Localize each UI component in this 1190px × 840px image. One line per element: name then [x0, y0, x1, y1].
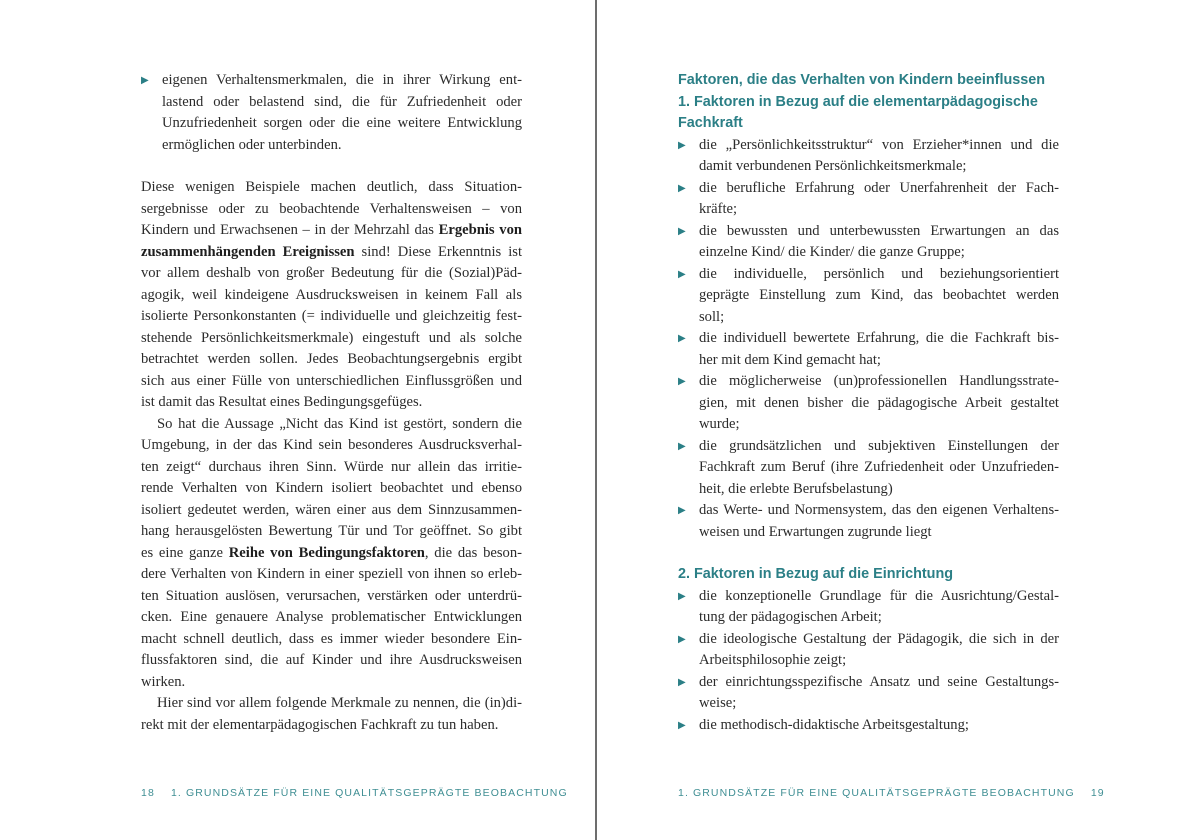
text-line: eigenen Verhaltensmerkmalen, die in ihrer Wirkung ent-	[162, 72, 522, 88]
text-line: gien, mit denen bisher die pädagogische Arbeit gestaltet	[699, 394, 1059, 411]
bold-emphasis: Ergebnis von	[438, 222, 522, 238]
paragraph	[141, 177, 522, 414]
bullet-triangle-icon: ▶	[678, 225, 686, 237]
list-item	[678, 221, 1059, 264]
text-line: die grundsätzlichen und subjektiven Einstellungen der	[699, 437, 1059, 454]
text-line: die berufliche Erfahrung oder Unerfahrenheit der Fach-	[699, 179, 1059, 196]
text-line: ten zeigt“ durchaus ihren Sinn. Würde nur allein das irritie-	[141, 458, 522, 475]
list-item	[678, 371, 1059, 436]
text-line: ermöglichen oder unterbinden.	[162, 136, 342, 153]
right-page-footer	[678, 787, 1105, 799]
text-line: die „Persönlichkeitsstruktur“ von Erzieher*innen und die	[699, 136, 1059, 153]
text-line: macht schnell deutlich, dass es immer wieder besondere Ein-	[141, 630, 522, 647]
text-line: der einrichtungsspezifische Ansatz und seine Gestaltungs-	[699, 673, 1059, 690]
text-line: betrachtet werden sollen. Jedes Beobachtungsergebnis ergibt	[141, 351, 522, 367]
text-line: Diese wenigen Beispiele machen deutlich, dass Situation-	[141, 179, 522, 195]
heading-line: 1. Faktoren in Bezug auf die elementarpädagogische	[678, 93, 1038, 110]
text-line: wurde;	[699, 416, 740, 432]
bullet-triangle-icon: ▶	[678, 633, 686, 645]
text-line: es eine ganze Reihe von Bedingungsfaktoren, die das beson-	[141, 544, 522, 561]
text-line: cken. Eine genauere Analyse problematischer Entwicklungen	[141, 609, 522, 625]
list-item	[678, 436, 1059, 501]
text-line: soll;	[699, 308, 725, 325]
text-line: Fachkraft zum Beruf (ihre Zufriedenheit oder Unzufrieden-	[699, 459, 1059, 475]
text-line: weise;	[699, 695, 737, 711]
text-line: zusammenhängenden Ereignissen sind! Diese Erkenntnis ist	[141, 243, 523, 260]
bold-emphasis: Reihe von Bedingungsfaktoren	[228, 544, 425, 561]
text-line: So hat die Aussage „Nicht das Kind ist gestört, sondern die	[157, 415, 522, 432]
text-line: das Werte- und Normensystem, das den eigenen Verhaltens-	[699, 502, 1059, 518]
list-item	[678, 264, 1059, 329]
text-line: die individuelle, persönlich und beziehungsorientiert	[699, 265, 1059, 282]
list-item	[678, 629, 1059, 672]
text-line: ist damit das Resultat eines Bedingungsgefüges.	[141, 394, 423, 410]
text-line: stehende Persönlichkeitsmerkmale) eingestuft und als solche	[141, 329, 522, 346]
list-item	[678, 328, 1059, 371]
text-line: die konzeptionelle Grundlage für die Ausrichtung/Gestal-	[699, 587, 1059, 604]
bold-emphasis: zusammenhängenden Ereignissen	[141, 243, 355, 260]
left-page-footer	[141, 787, 568, 799]
text-line: die individuell bewertete Erfahrung, die die Fachkraft bis-	[699, 330, 1059, 346]
paragraph	[141, 414, 522, 694]
text-line: rekt mit der elementarpädagogischen Fachkraft zu tun haben.	[141, 716, 499, 733]
bullet-triangle-icon: ▶	[678, 139, 686, 151]
list-item	[141, 70, 522, 156]
text-line: Unzufriedenheit sorgen oder die eine weitere Entwicklung	[162, 115, 522, 131]
section-heading	[678, 70, 1059, 135]
bullet-triangle-icon: ▶	[678, 268, 686, 280]
text-line: rende Verhalten von Kindern isoliert beobachtet und ebenso	[141, 480, 522, 496]
paragraph	[141, 693, 522, 736]
bullet-triangle-icon: ▶	[141, 75, 149, 86]
heading-line: 2. Faktoren in Bezug auf die Einrichtung	[678, 566, 954, 582]
text-line: wirken.	[141, 673, 186, 690]
heading-line: Faktoren, die das Verhalten von Kindern beeinflussen	[678, 72, 1046, 88]
text-line: hang herausgelösten Bewertung Tür und Tor geöffnet. So gibt	[141, 523, 522, 539]
section-heading	[678, 564, 1059, 586]
text-line: Kindern und Erwachsenen – in der Mehrzahl das Ergebnis von	[141, 222, 522, 238]
text-line: weisen und Erwartungen zugrunde liegt	[699, 523, 932, 540]
bullet-triangle-icon: ▶	[678, 719, 686, 731]
text-line: her mit dem Kind gemacht hat;	[699, 351, 881, 368]
text-line: die möglicherweise (un)professionellen Handlungsstrate-	[699, 373, 1059, 389]
text-line: vor allem deshalb von großer Bedeutung für die (Sozial)Päd-	[141, 265, 522, 281]
bullet-triangle-icon: ▶	[678, 505, 686, 516]
list-item	[678, 500, 1059, 543]
text-line: dere Verhalten von Kindern in einer speziell von ihnen so erleb-	[141, 566, 522, 582]
page-number: 18	[141, 787, 155, 799]
text-line: die methodisch-didaktische Arbeitsgestaltung;	[699, 716, 969, 733]
text-line: flussfaktoren sind, die auf Kinder und ihre Ausdrucksweisen	[141, 652, 522, 668]
bullet-triangle-icon: ▶	[678, 182, 686, 194]
running-head: 1. GRUNDSÄTZE FÜR EINE QUALITÄTSGEPRÄGTE BEOBACHTUNG	[678, 787, 1075, 799]
list-item	[678, 586, 1059, 629]
heading-line: Fachkraft	[678, 115, 743, 131]
text-line: isolierte Personkonstanten (= individuelle und gleichzeitig fest-	[141, 308, 522, 324]
bullet-triangle-icon: ▶	[678, 440, 686, 452]
text-line: tung der pädagogischen Arbeit;	[699, 609, 882, 625]
text-line: damit verbundenen Persönlichkeitsmerkmale;	[699, 158, 967, 174]
right-page-body	[678, 70, 1059, 736]
bullet-triangle-icon: ▶	[678, 376, 686, 387]
spacer	[678, 543, 1059, 564]
bullet-triangle-icon: ▶	[678, 590, 686, 602]
page-number: 19	[1090, 787, 1105, 799]
bullet-triangle-icon: ▶	[678, 333, 686, 344]
text-line: kräfte;	[699, 201, 738, 217]
text-line: sich aus einer Fülle von unterschiedlichen Einflussgrößen und	[141, 372, 522, 389]
list-item	[678, 135, 1059, 178]
bullet-triangle-icon: ▶	[678, 676, 686, 688]
text-line: Umgebung, in der das Kind sein besonderes Ausdrucksverhal-	[141, 437, 522, 453]
list-item	[678, 178, 1059, 221]
text-line: sergebnisse oder zu beobachtende Verhaltensweisen – von	[141, 200, 522, 217]
list-item	[678, 715, 1059, 737]
text-line: geprägte Einstellung zum Kind, das beobachtet werden	[699, 287, 1059, 303]
spacer	[141, 156, 522, 177]
running-head: 1. GRUNDSÄTZE FÜR EINE QUALITÄTSGEPRÄGTE BEOBACHTUNG	[170, 787, 568, 799]
text-line: Hier sind vor allem folgende Merkmale zu nennen, die (in)di-	[157, 695, 522, 711]
left-page-body	[141, 70, 522, 736]
text-line: heit, die erlebte Berufsbelastung)	[699, 480, 893, 497]
text-line: Arbeitsphilosophie zeigt;	[699, 652, 847, 668]
text-line: ten Situation auslösen, verursachen, verstärken oder unterdrü-	[141, 587, 522, 604]
list-item	[678, 672, 1059, 715]
text-line: agogik, weil kindeigene Ausdrucksweisen in keinem Fall als	[141, 286, 522, 303]
text-line: lastend oder belastend sind, die für Zufriedenheit oder	[162, 93, 522, 110]
text-line: die bewussten und unterbewussten Erwartungen an das	[699, 222, 1059, 239]
text-line: isoliert gedeutet werden, wären einer aus dem Sinnzusammen-	[141, 501, 522, 518]
right-page	[597, 0, 1190, 840]
text-line: die ideologische Gestaltung der Pädagogik, die sich in der	[699, 630, 1059, 647]
text-line: einzelne Kind/ die Kinder/ die ganze Gruppe;	[699, 244, 965, 260]
